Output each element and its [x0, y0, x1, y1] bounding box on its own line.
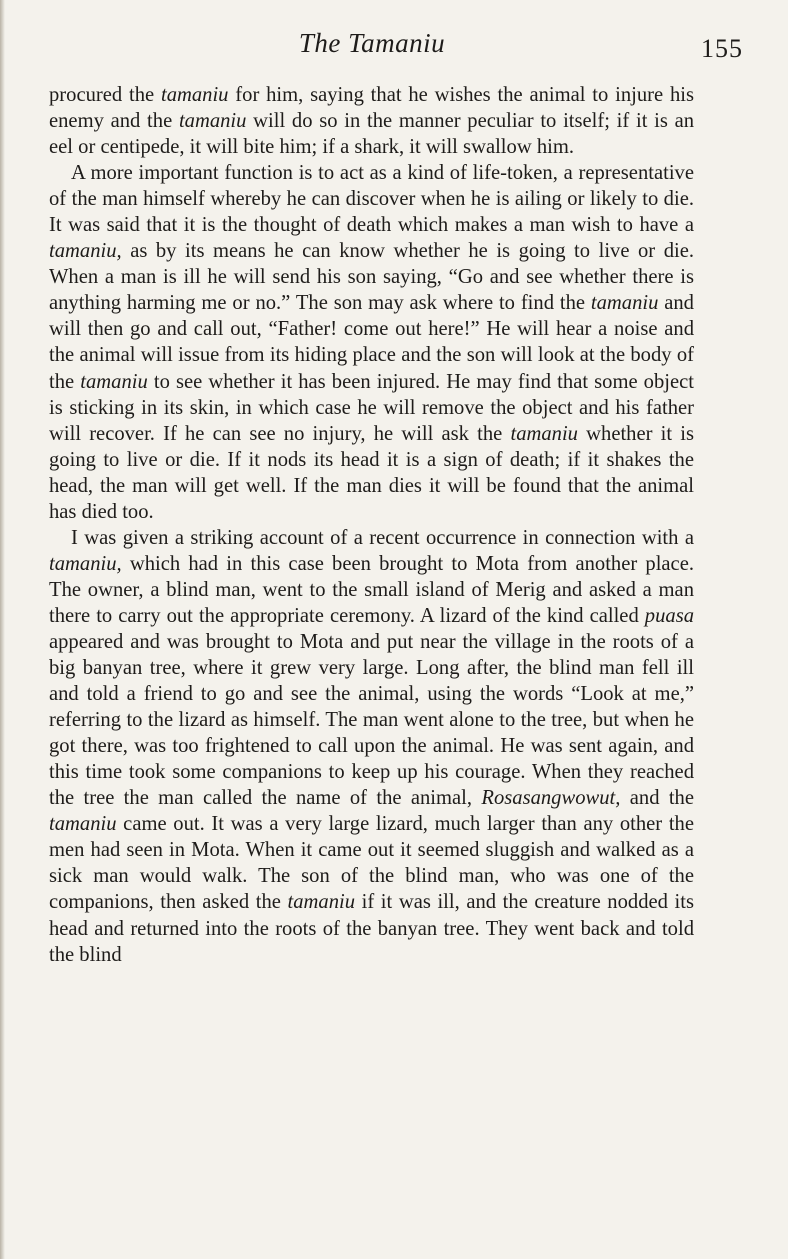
text-segment: whether it is going to live or die. If it nods its head it is a sign of death; if it shakes the head, the man will get well. If the man dies it will be found that the animal has died too.: [49, 422, 694, 523]
italic-term: puasa: [644, 604, 694, 627]
paragraph: [49, 82, 694, 160]
text-segment: came out. It was a very large lizard, much larger than any other the men had seen in Mota. When it came out it seemed sluggish and walked as a sick man would walk. The son of the blind man, who was one of the companions, then asked the: [49, 813, 694, 914]
text-segment: procured the: [49, 84, 161, 106]
body-text: [49, 82, 694, 968]
text-segment: will do so in the manner peculiar to itself; if it is an eel or centipede, it will bite him; if a shark, it will swallow him.: [49, 110, 695, 159]
italic-term: Rosasangwowut,: [481, 787, 621, 810]
italic-term: tamaniu,: [49, 552, 122, 575]
paragraph: [49, 525, 694, 968]
paragraph: [49, 160, 694, 525]
text-segment: appeared and was brought to Mota and put near the village in the roots of a big banyan tree, where it grew very large. Long after, the blind man fell ill and told a friend to go and see the animal, using the words “Look at me,” referring to the lizard as himself. The man went alone to the tree, but when he got there, was too frightened to call upon the animal. He was sent again, and this time took some companions to keep up his courage. When they reached the tree the man called the name of the animal,: [49, 630, 694, 810]
text-segment: and will then go and call out, “Father! come out here!” He will hear a noise and the animal will issue from its hiding place and the son will look at the body of the: [49, 292, 694, 393]
running-title: The Tamaniu: [298, 28, 446, 58]
page-gutter-shadow: [0, 0, 5, 1259]
text-segment: and the: [620, 787, 694, 810]
italic-term: tamaniu: [49, 813, 117, 836]
italic-term: tamaniu: [178, 110, 247, 133]
text-segment: as by its means he can know whether he is going to live or die. When a man is ill he will send his son saying, “Go and see whether there is anything harming me or no.” The son may ask where to find the: [49, 240, 694, 315]
italic-term: tamaniu,: [49, 240, 122, 263]
page-header: [48, 28, 743, 66]
text-segment: if it was ill, and the creature nodded its head and returned into the roots of the banyan tree. They went back and told the blind: [49, 891, 694, 966]
italic-term: tamaniu: [590, 292, 659, 315]
text-segment: which had in this case been brought to Mota from another place. The owner, a blind man, went to the small island of Merig and asked a man there to carry out the appropriate ceremony. A lizard of the kind called: [49, 552, 694, 627]
italic-term: tamaniu: [510, 422, 578, 445]
page-number: 155: [701, 34, 743, 63]
text-segment: I was given a striking account of a recent occurrence in connection with a: [71, 526, 694, 549]
text-segment: A more important function is to act as a kind of life-token, a representative of the man himself whereby he can discover when he is ailing or likely to die. It was said that it is the thought of death which makes a man wish to have a: [49, 162, 694, 237]
text-segment: to see whether it has been injured. He may find that some object is sticking in its skin, in which case he will remove the object and his father will recover. If he can see no injury, he will ask the: [49, 370, 694, 445]
italic-term: tamaniu: [287, 891, 356, 914]
italic-term: tamaniu: [160, 84, 229, 106]
italic-term: tamaniu: [80, 370, 148, 393]
text-segment: for him, saying that he wishes the animal to injure his enemy and the: [49, 84, 695, 133]
